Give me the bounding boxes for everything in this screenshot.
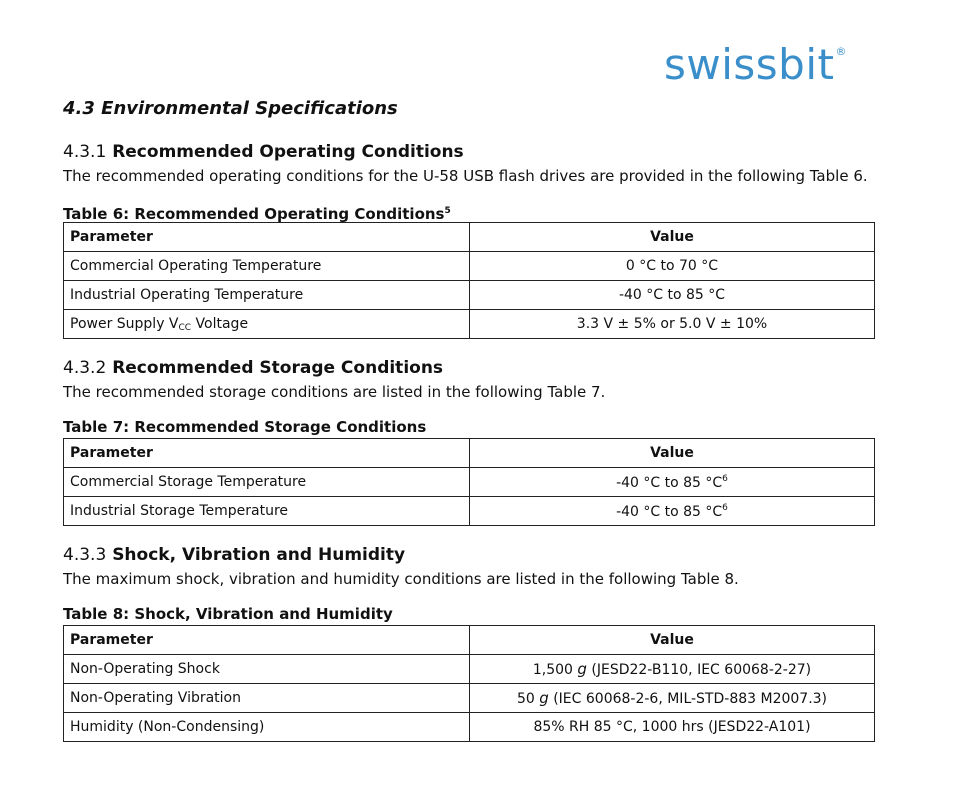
parameter-cell: Industrial Storage Temperature: [64, 497, 470, 526]
table-row: [64, 713, 875, 742]
registered-mark: ®: [835, 45, 847, 58]
document-body: [63, 95, 875, 742]
parameter-cell: Commercial Operating Temperature: [64, 252, 470, 281]
value-text: -40 °C to 85 °C: [616, 503, 723, 520]
value-footnote: 6: [722, 473, 728, 484]
shock-heading: [63, 543, 875, 567]
value-cell: [470, 655, 875, 684]
shock-heading-number: 4.3.3: [63, 545, 107, 565]
operating-table-caption: [63, 200, 875, 222]
operating-caption-footnote: 5: [444, 206, 451, 216]
storage-heading-number: 4.3.2: [63, 358, 107, 378]
storage-conditions-table: [63, 438, 875, 526]
table-row: [64, 655, 875, 684]
column-header-value: Value: [470, 439, 875, 468]
section-title: Environmental Specifications: [101, 98, 398, 119]
parameter-cell: Industrial Operating Temperature: [64, 281, 470, 310]
operating-heading-title: Recommended Operating Conditions: [112, 142, 464, 162]
parameter-cell: Commercial Storage Temperature: [64, 468, 470, 497]
value-unit-g: g: [539, 689, 549, 707]
operating-conditions-table: [63, 222, 875, 339]
column-header-value: Value: [470, 626, 875, 655]
table-header-row: [64, 223, 875, 252]
table-row: [64, 252, 875, 281]
shock-vibration-humidity-table: [63, 625, 875, 742]
operating-heading: [63, 140, 875, 164]
operating-heading-number: 4.3.1: [63, 142, 107, 162]
parameter-subscript: CC: [178, 322, 192, 333]
storage-table-caption: Table 7: Recommended Storage Conditions: [63, 418, 427, 436]
value-text: -40 °C to 85 °C: [616, 474, 723, 491]
section-number: 4.3: [63, 98, 95, 119]
value-cell: 85% RH 85 °C, 1000 hrs (JESD22-A101): [470, 713, 875, 742]
value-footnote: 6: [722, 502, 728, 513]
parameter-cell: Non-Operating Shock: [64, 655, 470, 684]
operating-caption-text: Table 6: Recommended Operating Conditions: [63, 205, 445, 223]
column-header-parameter: Parameter: [64, 626, 470, 655]
table-header-row: [64, 626, 875, 655]
operating-intro: The recommended operating conditions for the U-58 USB flash drives are provided in the following Table 6.: [63, 167, 868, 185]
parameter-cell: Humidity (Non-Condensing): [64, 713, 470, 742]
table-header-row: [64, 439, 875, 468]
value-cell: [470, 468, 875, 497]
shock-heading-title: Shock, Vibration and Humidity: [112, 545, 406, 565]
logo-text: swissbit: [664, 40, 835, 89]
value-cell: [470, 497, 875, 526]
value-cell: 0 °C to 70 °C: [470, 252, 875, 281]
value-cell: [470, 684, 875, 713]
shock-intro: The maximum shock, vibration and humidity conditions are listed in the following Table 8.: [63, 570, 739, 588]
table-row: [64, 468, 875, 497]
table-row: [64, 497, 875, 526]
shock-table-caption: Table 8: Shock, Vibration and Humidity: [63, 605, 393, 623]
section-heading: [63, 95, 875, 122]
parameter-suffix: Voltage: [191, 315, 249, 332]
storage-intro: The recommended storage conditions are listed in the following Table 7.: [63, 383, 606, 401]
column-header-parameter: Parameter: [64, 439, 470, 468]
value-unit-g: g: [577, 660, 587, 678]
storage-heading: [63, 356, 875, 380]
storage-heading-title: Recommended Storage Conditions: [112, 358, 444, 378]
value-suffix: (JESD22-B110, IEC 60068-2-27): [586, 662, 812, 678]
parameter-cell: Non-Operating Vibration: [64, 684, 470, 713]
table-row: [64, 281, 875, 310]
table-row: [64, 684, 875, 713]
value-prefix: 1,500: [532, 662, 578, 678]
parameter-prefix: Power Supply V: [70, 315, 179, 332]
parameter-cell: [64, 310, 470, 339]
column-header-value: Value: [470, 223, 875, 252]
value-prefix: 50: [516, 691, 540, 707]
value-cell: 3.3 V ± 5% or 5.0 V ± 10%: [470, 310, 875, 339]
value-cell: -40 °C to 85 °C: [470, 281, 875, 310]
value-suffix: (IEC 60068-2-6, MIL-STD-883 M2007.3): [548, 691, 828, 707]
table-row: [64, 310, 875, 339]
company-logo: [664, 40, 847, 89]
column-header-parameter: Parameter: [64, 223, 470, 252]
